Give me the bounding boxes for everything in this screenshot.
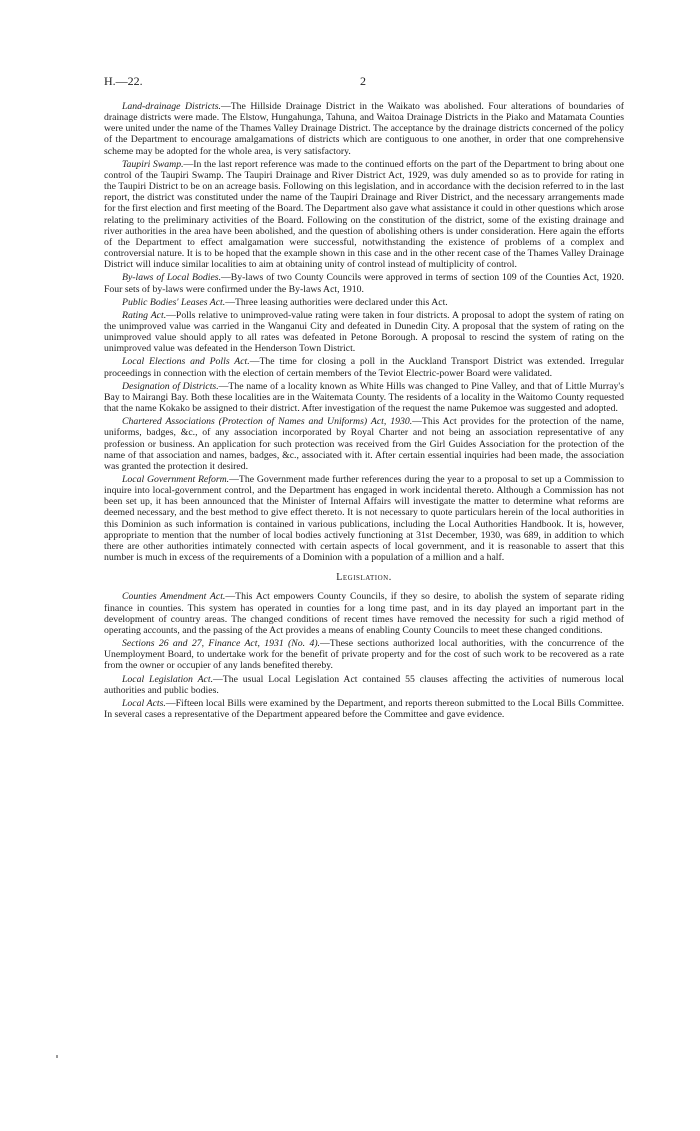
paragraph-text: —This Act provides for the protection of the name, uniforms, badges, &c., of any association incorporated by Royal Charter and not being an association representative of any profession or business. An application for such protection was received from the Girl Guides Association for the protection of the name of that association and names, badges, &c., associated with it. After certain essential inquiries had been made, the association was granted the protection it desired.	[104, 416, 624, 472]
paragraph	[104, 381, 624, 414]
paragraph-text: —The Hillside Drainage District in the Waikato was abolished. Four alterations of boundaries of drainage districts were made. The Elstow, Hungahunga, Tahuna, and Waitoa Drainage Districts in the Piako and Matamata Counties were united under the name of the Thames Valley Drainage District. The acceptance by the drainage districts concerned of the policy of the Department to encourage amalgamations of districts which are contiguous to one another, in order that one comprehensive scheme may be adopted for the whole area, is very satisfactory.	[104, 101, 624, 157]
paragraph-text: —In the last report reference was made to the continued efforts on the part of the Department to bring about one control of the Taupiri Swamp. The Taupiri Drainage and River District Act, 1929, was duly amended so as to provide for rating in the Taupiri District to be on an acreage basis. Following on this legislation, and in accordance with the decision referred to in the last report, the district was constituted under the name of the Taupiri Drainage and River District, and the necessary arrangements made for the first election and first meeting of the Board. The Department also gave what assistance it could in other questions which arose relating to the preliminary activities of the Board. Following on the constitution of the district, some of the existing drainage and river authorities in the area have been abolished, and the question of abolishing others is under consideration. Here again the efforts of the Department to effect amalgamation were successful, notwithstanding the existence of problems of a complex and controversial nature. It is to be hoped that the example shown in this case and in the other recent case of the Thames Valley Drainage District will induce similar localities to aim at obtaining unity of control instead of multiplicity of control.	[104, 158, 624, 271]
paragraph-text: —By-laws of two County Councils were approved in terms of section 109 of the Counties Act, 1920. Four sets of by-laws were confirmed under the By-laws Act, 1910.	[104, 272, 624, 295]
body-text	[104, 101, 624, 722]
paragraph	[104, 297, 624, 308]
paragraph-title: Land-drainage Districts.	[122, 101, 221, 112]
paragraph	[104, 310, 624, 355]
document-reference: H.—22.	[104, 74, 143, 88]
paragraph-text: —The Government made further references during the year to a proposal to set up a Commission to inquire into local-government control, and the Department has engaged in work incidental thereto. Although a Commission has not been set up, it has been announced that the Minister of Internal Affairs will investigate the matter to determine what reforms are deemed necessary, and the best method to give effect thereto. It is not necessary to quote particulars herein of the local authorities in this Dominion as such information is contained in various publications, including the Local Authorities Handbook. It is, however, appropriate to mention that the number of local bodies actively functioning at 31st December, 1930, was 689, in addition to which there are other authorities intimately connected with certain aspects of local government, and it is reasonable to assert that this number is much in excess of the requirements of a Dominion with a population of a million and a half.	[104, 474, 625, 564]
paragraph	[104, 591, 624, 636]
paragraph-title: Chartered Associations (Protection of Names and Uniforms) Act, 1930.	[122, 416, 413, 428]
paragraph	[104, 159, 624, 271]
paragraph-text: —Fifteen local Bills were examined by the Department, and reports thereon submitted to the Local Bills Committee. In several cases a representative of the Department appeared before the Committee and gave evidence.	[104, 697, 624, 720]
paragraph-title: Local Acts.	[122, 697, 166, 709]
paragraph-text: —The time for closing a poll in the Auckland Transport District was extended. Irregular proceedings in connection with the election of certain members of the Teviot Electric-power Board were validated.	[104, 356, 624, 379]
paragraph-title: Designation of Districts.	[122, 380, 219, 392]
paragraph-title: Local Elections and Polls Act.	[122, 356, 250, 368]
paragraph	[104, 101, 624, 157]
paragraph	[104, 416, 624, 472]
paragraph-title: By-laws of Local Bodies.	[122, 272, 222, 284]
paragraph	[104, 474, 624, 563]
paragraph-title: Local Government Reform.	[122, 474, 230, 485]
paragraph-text: —The name of a locality known as White Hills was changed to Pine Valley, and that of Little Murray's Bay to Mairangi Bay. Both these localities are in the Waitemata County. The residents of a locality in the Waitomo County requested that the name Kokako be assigned to their district. After investigation of the request the name Pukemoe was suggested and adopted.	[104, 380, 624, 415]
page-header	[104, 74, 624, 90]
section-heading-legislation: Legislation.	[336, 572, 392, 584]
page-number: 2	[360, 74, 366, 88]
paragraph-title: Counties Amendment Act.	[122, 591, 226, 603]
paragraph	[104, 638, 624, 671]
paragraph-title: Public Bodies' Leases Act.	[122, 296, 226, 308]
paragraph	[104, 698, 624, 720]
paragraph	[104, 272, 624, 294]
paragraph	[104, 674, 624, 696]
paragraph-text: —Polls relative to unimproved-value rating were taken in four districts. A proposal to adopt the system of rating on the unimproved value was carried in the Wanganui City and defeated in Dunedin City. A proposal that the system of rating on the unimproved value should apply to all rates was defeated in Petone Borough. A proposal to rescind the system of rating on the unimproved value was defeated in the Henderson Town District.	[104, 309, 624, 355]
paragraph	[104, 356, 624, 378]
paragraph-text: —These sections authorized local authorities, with the concurrence of the Unemployment Board, to undertake work for the benefit of private property and for the cost of such work to be recovered as a rate from the owner or occupier of any lands benefited thereby.	[104, 638, 624, 672]
paragraph-title: Sections 26 and 27, Finance Act, 1931 (No. 4).	[122, 638, 320, 650]
paragraph-text: —This Act empowers County Councils, if they so desire, to abolish the system of separate riding finance in counties. This system has operated in counties for a long time past, and in its day played an important part in the development of country areas. The changed conditions of recent times have removed the necessity for such a rigid method of operating accounts, and the passing of the Act provides a means of enabling County Councils to meet these changed conditions.	[104, 591, 624, 636]
paragraph-title: Local Legislation Act.	[122, 673, 214, 685]
paragraph-text: —Three leasing authorities were declared under this Act.	[225, 296, 448, 308]
paragraph-title: Taupiri Swamp.	[122, 158, 184, 170]
paragraph-title: Rating Act.	[122, 309, 167, 321]
scan-speck	[56, 1055, 58, 1058]
paragraph-text: —The usual Local Legislation Act contained 55 clauses affecting the activities of numerous local authorities and public bodies.	[104, 673, 624, 696]
